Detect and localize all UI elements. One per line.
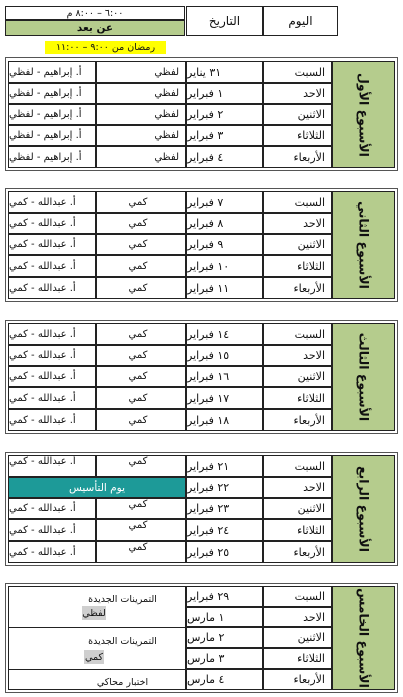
course-cell: كمي: [96, 541, 186, 563]
course-cell: لفظي: [96, 146, 186, 168]
row-divider: [8, 669, 186, 670]
course-cell: كمي: [96, 345, 186, 366]
teacher-cell: أ. عبدالله - كمي: [8, 255, 96, 277]
row-divider: [8, 627, 186, 628]
teacher-cell: أ. عبدالله - كمي: [8, 323, 96, 345]
day-cell: الاحد: [263, 213, 332, 234]
date-cell: ١٧ فبراير: [186, 387, 263, 409]
day-cell: الأربعاء: [263, 409, 332, 431]
day-cell: الاثنين: [263, 104, 332, 125]
date-cell: ٢٤ فبراير: [186, 519, 263, 541]
teacher-cell: أ. عبدالله - كمي: [8, 191, 96, 213]
teacher-cell: أ. عبدالله - كمي: [8, 345, 96, 366]
course-cell: كمي: [96, 409, 186, 431]
date-cell: ٨ فبراير: [186, 213, 263, 234]
day-cell: الاثنين: [263, 498, 332, 519]
day-cell: الثلاثاء: [263, 648, 332, 669]
course-cell: كمي: [96, 191, 186, 213]
teacher-cell: أ. عبدالله - كمي: [8, 213, 96, 234]
day-cell: السبت: [263, 586, 332, 607]
teacher-cell: أ. إبراهيم - لفظي: [8, 146, 96, 168]
course-cell: كمي: [96, 387, 186, 409]
teacher-cell: أ. عبدالله - كمي: [8, 455, 96, 477]
day-cell: السبت: [263, 191, 332, 213]
date-cell: ٢ مارس: [186, 627, 263, 648]
mock-exam: اختبار محاكي: [96, 676, 149, 688]
day-cell: الاحد: [263, 345, 332, 366]
ramadan-note: رمضان من ٩:٠٠ – ١١:٠٠: [45, 41, 166, 54]
foundation-day-banner: يوم التأسيس: [8, 477, 186, 498]
course-cell: كمي: [96, 519, 186, 541]
column-header-date: التاريخ: [186, 6, 263, 36]
week-1-label: الأسبوع الأول: [332, 61, 395, 168]
date-cell: ١٦ فبراير: [186, 366, 263, 387]
teacher-cell: أ. إبراهيم - لفظي: [8, 83, 96, 104]
teacher-cell: أ. عبدالله - كمي: [8, 387, 96, 409]
day-cell: الأربعاء: [263, 541, 332, 563]
practice-tag: لفظي: [82, 607, 106, 619]
course-cell: لفظي: [96, 83, 186, 104]
date-cell: ١ فبراير: [186, 83, 263, 104]
date-cell: ١٤ فبراير: [186, 323, 263, 345]
course-cell: كمي: [96, 366, 186, 387]
teacher-cell: أ. عبدالله - كمي: [8, 541, 96, 563]
teacher-cell: أ. عبدالله - كمي: [8, 498, 96, 519]
day-cell: الاحد: [263, 83, 332, 104]
teacher-cell: أ. إبراهيم - لفظي: [8, 104, 96, 125]
date-cell: ٣١ يناير: [186, 61, 263, 83]
teacher-cell: أ. عبدالله - كمي: [8, 409, 96, 431]
day-cell: الثلاثاء: [263, 125, 332, 146]
day-cell: السبت: [263, 455, 332, 477]
course-cell: كمي: [96, 213, 186, 234]
date-cell: ٢٢ فبراير: [186, 477, 263, 498]
course-cell: كمي: [96, 234, 186, 255]
date-cell: ٧ فبراير: [186, 191, 263, 213]
date-cell: ٤ مارس: [186, 669, 263, 690]
date-cell: ٢٥ فبراير: [186, 541, 263, 563]
week-3-label: الأسبوع الثالث: [332, 323, 395, 431]
day-cell: الاثنين: [263, 627, 332, 648]
date-cell: ١١ فبراير: [186, 277, 263, 299]
day-cell: الأربعاء: [263, 277, 332, 299]
mode-badge: عن بعد: [5, 20, 185, 36]
day-cell: السبت: [263, 61, 332, 83]
date-cell: ١٥ فبراير: [186, 345, 263, 366]
week-4-label: الأسبوع الرابع: [332, 455, 395, 563]
day-cell: الثلاثاء: [263, 519, 332, 541]
day-cell: الثلاثاء: [263, 387, 332, 409]
course-cell: لفظي: [96, 104, 186, 125]
date-cell: ٢٩ فبراير: [186, 586, 263, 607]
time-range: ٦:٠٠ – ٨:٠٠ م: [5, 6, 185, 20]
practice-tag: كمي: [85, 651, 103, 663]
column-header-day: اليوم: [263, 6, 338, 36]
teacher-cell: أ. عبدالله - كمي: [8, 366, 96, 387]
course-cell: كمي: [96, 255, 186, 277]
day-cell: الأربعاء: [263, 146, 332, 168]
date-cell: ٢١ فبراير: [186, 455, 263, 477]
date-cell: ٢ فبراير: [186, 104, 263, 125]
course-cell: كمي: [96, 323, 186, 345]
teacher-cell: أ. عبدالله - كمي: [8, 234, 96, 255]
day-cell: الثلاثاء: [263, 255, 332, 277]
date-cell: ١٨ فبراير: [186, 409, 263, 431]
teacher-cell: أ. إبراهيم - لفظي: [8, 61, 96, 83]
teacher-cell: أ. إبراهيم - لفظي: [8, 125, 96, 146]
course-cell: لفظي: [96, 125, 186, 146]
day-cell: السبت: [263, 323, 332, 345]
course-cell: كمي: [96, 498, 186, 519]
date-cell: ٣ فبراير: [186, 125, 263, 146]
practice-title: التمرينات الجديدة: [88, 594, 157, 605]
practice-title: التمرينات الجديدة: [88, 636, 157, 647]
day-cell: الاثنين: [263, 366, 332, 387]
course-cell: لفظي: [96, 61, 186, 83]
day-cell: الاحد: [263, 607, 332, 627]
date-cell: ٤ فبراير: [186, 146, 263, 168]
week-5-label: الأسبوع الخامس: [332, 586, 395, 690]
day-cell: الاحد: [263, 477, 332, 498]
date-cell: ٩ فبراير: [186, 234, 263, 255]
week-2-label: الأسبوع الثاني: [332, 191, 395, 299]
course-cell: كمي: [96, 455, 186, 477]
date-cell: ٣ مارس: [186, 648, 263, 669]
day-cell: الأربعاء: [263, 669, 332, 690]
teacher-cell: أ. عبدالله - كمي: [8, 519, 96, 541]
course-cell: كمي: [96, 277, 186, 299]
date-cell: ١ مارس: [186, 607, 263, 627]
day-cell: الاثنين: [263, 234, 332, 255]
date-cell: ٢٣ فبراير: [186, 498, 263, 519]
teacher-cell: أ. عبدالله - كمي: [8, 277, 96, 299]
date-cell: ١٠ فبراير: [186, 255, 263, 277]
